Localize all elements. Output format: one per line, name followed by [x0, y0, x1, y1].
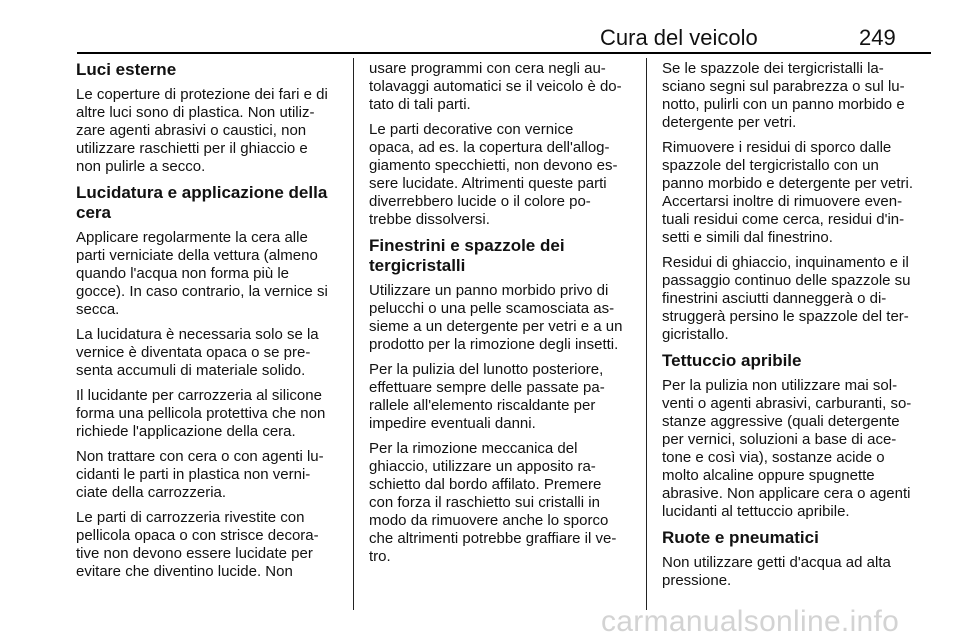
text-line: usare programmi con cera negli au- [369, 60, 606, 77]
body-paragraph [76, 387, 346, 441]
text-line: effettuare sempre delle passate pa- [369, 379, 605, 396]
body-paragraph [662, 139, 934, 247]
body-paragraph [369, 282, 637, 354]
text-line: opaca, ad es. la copertura dell'allog- [369, 139, 610, 156]
text-line: molto alcaline oppure spugnette [662, 467, 875, 484]
text-line: abrasive. Non applicare cera o agenti [662, 485, 911, 502]
section-heading: Ruote e pneumatici [662, 528, 819, 547]
text-line: lucidanti al tettuccio apribile. [662, 503, 850, 520]
text-column-1 [76, 60, 346, 588]
text-line: senta accumuli di materiale solido. [76, 362, 306, 379]
text-line: passaggio continuo delle spazzole su [662, 272, 911, 289]
body-paragraph [369, 121, 637, 229]
text-line: per vernici, soluzioni a base di ace- [662, 431, 897, 448]
text-line: parti verniciate della vettura (almeno [76, 247, 318, 264]
text-line: utilizzare raschietti per il ghiaccio e [76, 140, 308, 157]
body-paragraph [369, 440, 637, 566]
text-line: Utilizzare un panno morbido privo di [369, 282, 609, 299]
text-line: giamento specchietti, non devono es- [369, 157, 618, 174]
text-line: gocce). In caso contrario, la vernice si [76, 283, 328, 300]
text-line: diverrebbero lucide o il colore po- [369, 193, 591, 210]
text-line: Le parti decorative con vernice [369, 121, 574, 138]
body-paragraph [76, 448, 346, 502]
text-line: ghiaccio, utilizzare un apposito ra- [369, 458, 596, 475]
text-line: Non trattare con cera o con agenti lu- [76, 448, 324, 465]
text-line: Per la rimozione meccanica del [369, 440, 578, 457]
text-line: Non utilizzare getti d'acqua ad alta [662, 554, 891, 571]
body-paragraph [369, 361, 637, 433]
section-heading [369, 236, 637, 276]
text-line: pelucchi o una pelle scamosciata as- [369, 300, 615, 317]
body-paragraph [369, 60, 637, 114]
text-line: Applicare regolarmente la cera alle [76, 229, 308, 246]
text-line: evitare che diventino lucide. Non [76, 563, 293, 580]
heading-line: Lucidatura e applicazione della [76, 183, 328, 202]
text-line: spazzole del tergicristallo con un [662, 157, 879, 174]
text-line: Le parti di carrozzeria rivestite con [76, 509, 305, 526]
text-line: La lucidatura è necessaria solo se la [76, 326, 319, 343]
page-header-title: Cura del veicolo [600, 25, 758, 50]
watermark: carmanualsonline.info [601, 605, 900, 638]
column-divider [646, 58, 647, 610]
text-line: non pulirle a secco. [76, 158, 206, 175]
body-paragraph [662, 254, 934, 344]
text-line: tuali residui come cerca, residui d'in- [662, 211, 905, 228]
text-line: tive non devono essere lucidate per [76, 545, 313, 562]
heading-line: cera [76, 203, 111, 222]
text-line: Le coperture di protezione dei fari e di [76, 86, 328, 103]
text-line: tato di tali parti. [369, 96, 471, 113]
text-line: con forza il raschietto sui cristalli in [369, 494, 600, 511]
text-line: Residui di ghiaccio, inquinamento e il [662, 254, 909, 271]
text-line: panno morbido e detergente per vetri. [662, 175, 913, 192]
text-line: gicristallo. [662, 326, 729, 343]
text-line: Accertarsi inoltre di rimuovere even- [662, 193, 903, 210]
text-line: sciano segni sul parabrezza o sul lu- [662, 78, 905, 95]
section-heading [76, 183, 346, 223]
text-line: sere lucidate. Altrimenti queste parti [369, 175, 607, 192]
text-line: setti e simili dal finestrino. [662, 229, 833, 246]
text-line: finestrini asciutti danneggerà o di- [662, 290, 887, 307]
text-line: trebbe dissolversi. [369, 211, 490, 228]
section-heading: Tettuccio apribile [662, 351, 802, 370]
text-line: vernice è diventata opaca o se pre- [76, 344, 311, 361]
body-paragraph [662, 60, 934, 132]
body-paragraph [76, 509, 346, 581]
text-line: stanze aggressive (quali detergente [662, 413, 900, 430]
text-line: Il lucidante per carrozzeria al silicone [76, 387, 322, 404]
text-line: Per la pulizia non utilizzare mai sol- [662, 377, 898, 394]
text-line: Se le spazzole dei tergicristalli la- [662, 60, 884, 77]
column-divider [353, 58, 354, 610]
text-line: venti o agenti abrasivi, carburanti, so- [662, 395, 912, 412]
text-line: zare agenti abrasivi o caustici, non [76, 122, 307, 139]
section-heading: Luci esterne [76, 60, 177, 79]
text-line: ciate della carrozzeria. [76, 484, 227, 501]
text-line: Per la pulizia del lunotto posteriore, [369, 361, 604, 378]
text-line: altre luci sono di plastica. Non utiliz- [76, 104, 315, 121]
text-line: pressione. [662, 572, 732, 589]
text-line: rallele all'elemento riscaldante per [369, 397, 596, 414]
text-line: forma una pellicola protettiva che non [76, 405, 326, 422]
text-line: modo da rimuovere anche lo sporco [369, 512, 609, 529]
text-line: secca. [76, 301, 120, 318]
text-line: detergente per vetri. [662, 114, 797, 131]
page-number: 249 [859, 25, 896, 50]
text-line: Rimuovere i residui di sporco dalle [662, 139, 892, 156]
text-line: sieme a un detergente per vetri e a un [369, 318, 623, 335]
text-line: impedire eventuali danni. [369, 415, 536, 432]
heading-line: Finestrini e spazzole dei [369, 236, 565, 255]
text-line: prodotto per la rimozione degli insetti. [369, 336, 619, 353]
text-line: tro. [369, 548, 391, 565]
text-line: che altrimenti potrebbe graffiare il ve- [369, 530, 617, 547]
header-rule [77, 52, 931, 54]
text-line: richiede l'applicazione della cera. [76, 423, 296, 440]
text-line: tolavaggi automatici se il veicolo è do- [369, 78, 622, 95]
text-line: schietto dal bordo affilato. Premere [369, 476, 602, 493]
text-line: tone e così via), sostanze acide o [662, 449, 885, 466]
text-line: struggerà persino le spazzole del ter- [662, 308, 909, 325]
body-paragraph [662, 377, 934, 521]
text-column-3 [662, 60, 934, 597]
body-paragraph [662, 554, 934, 590]
body-paragraph [76, 229, 346, 319]
text-line: cidanti le parti in plastica non verni- [76, 466, 311, 483]
body-paragraph [76, 326, 346, 380]
text-line: notto, pulirli con un panno morbido e [662, 96, 905, 113]
heading-line: tergicristalli [369, 256, 466, 275]
body-paragraph [76, 86, 346, 176]
text-line: quando l'acqua non forma più le [76, 265, 290, 282]
text-column-2 [369, 60, 637, 573]
text-line: pellicola opaca o con strisce decora- [76, 527, 319, 544]
